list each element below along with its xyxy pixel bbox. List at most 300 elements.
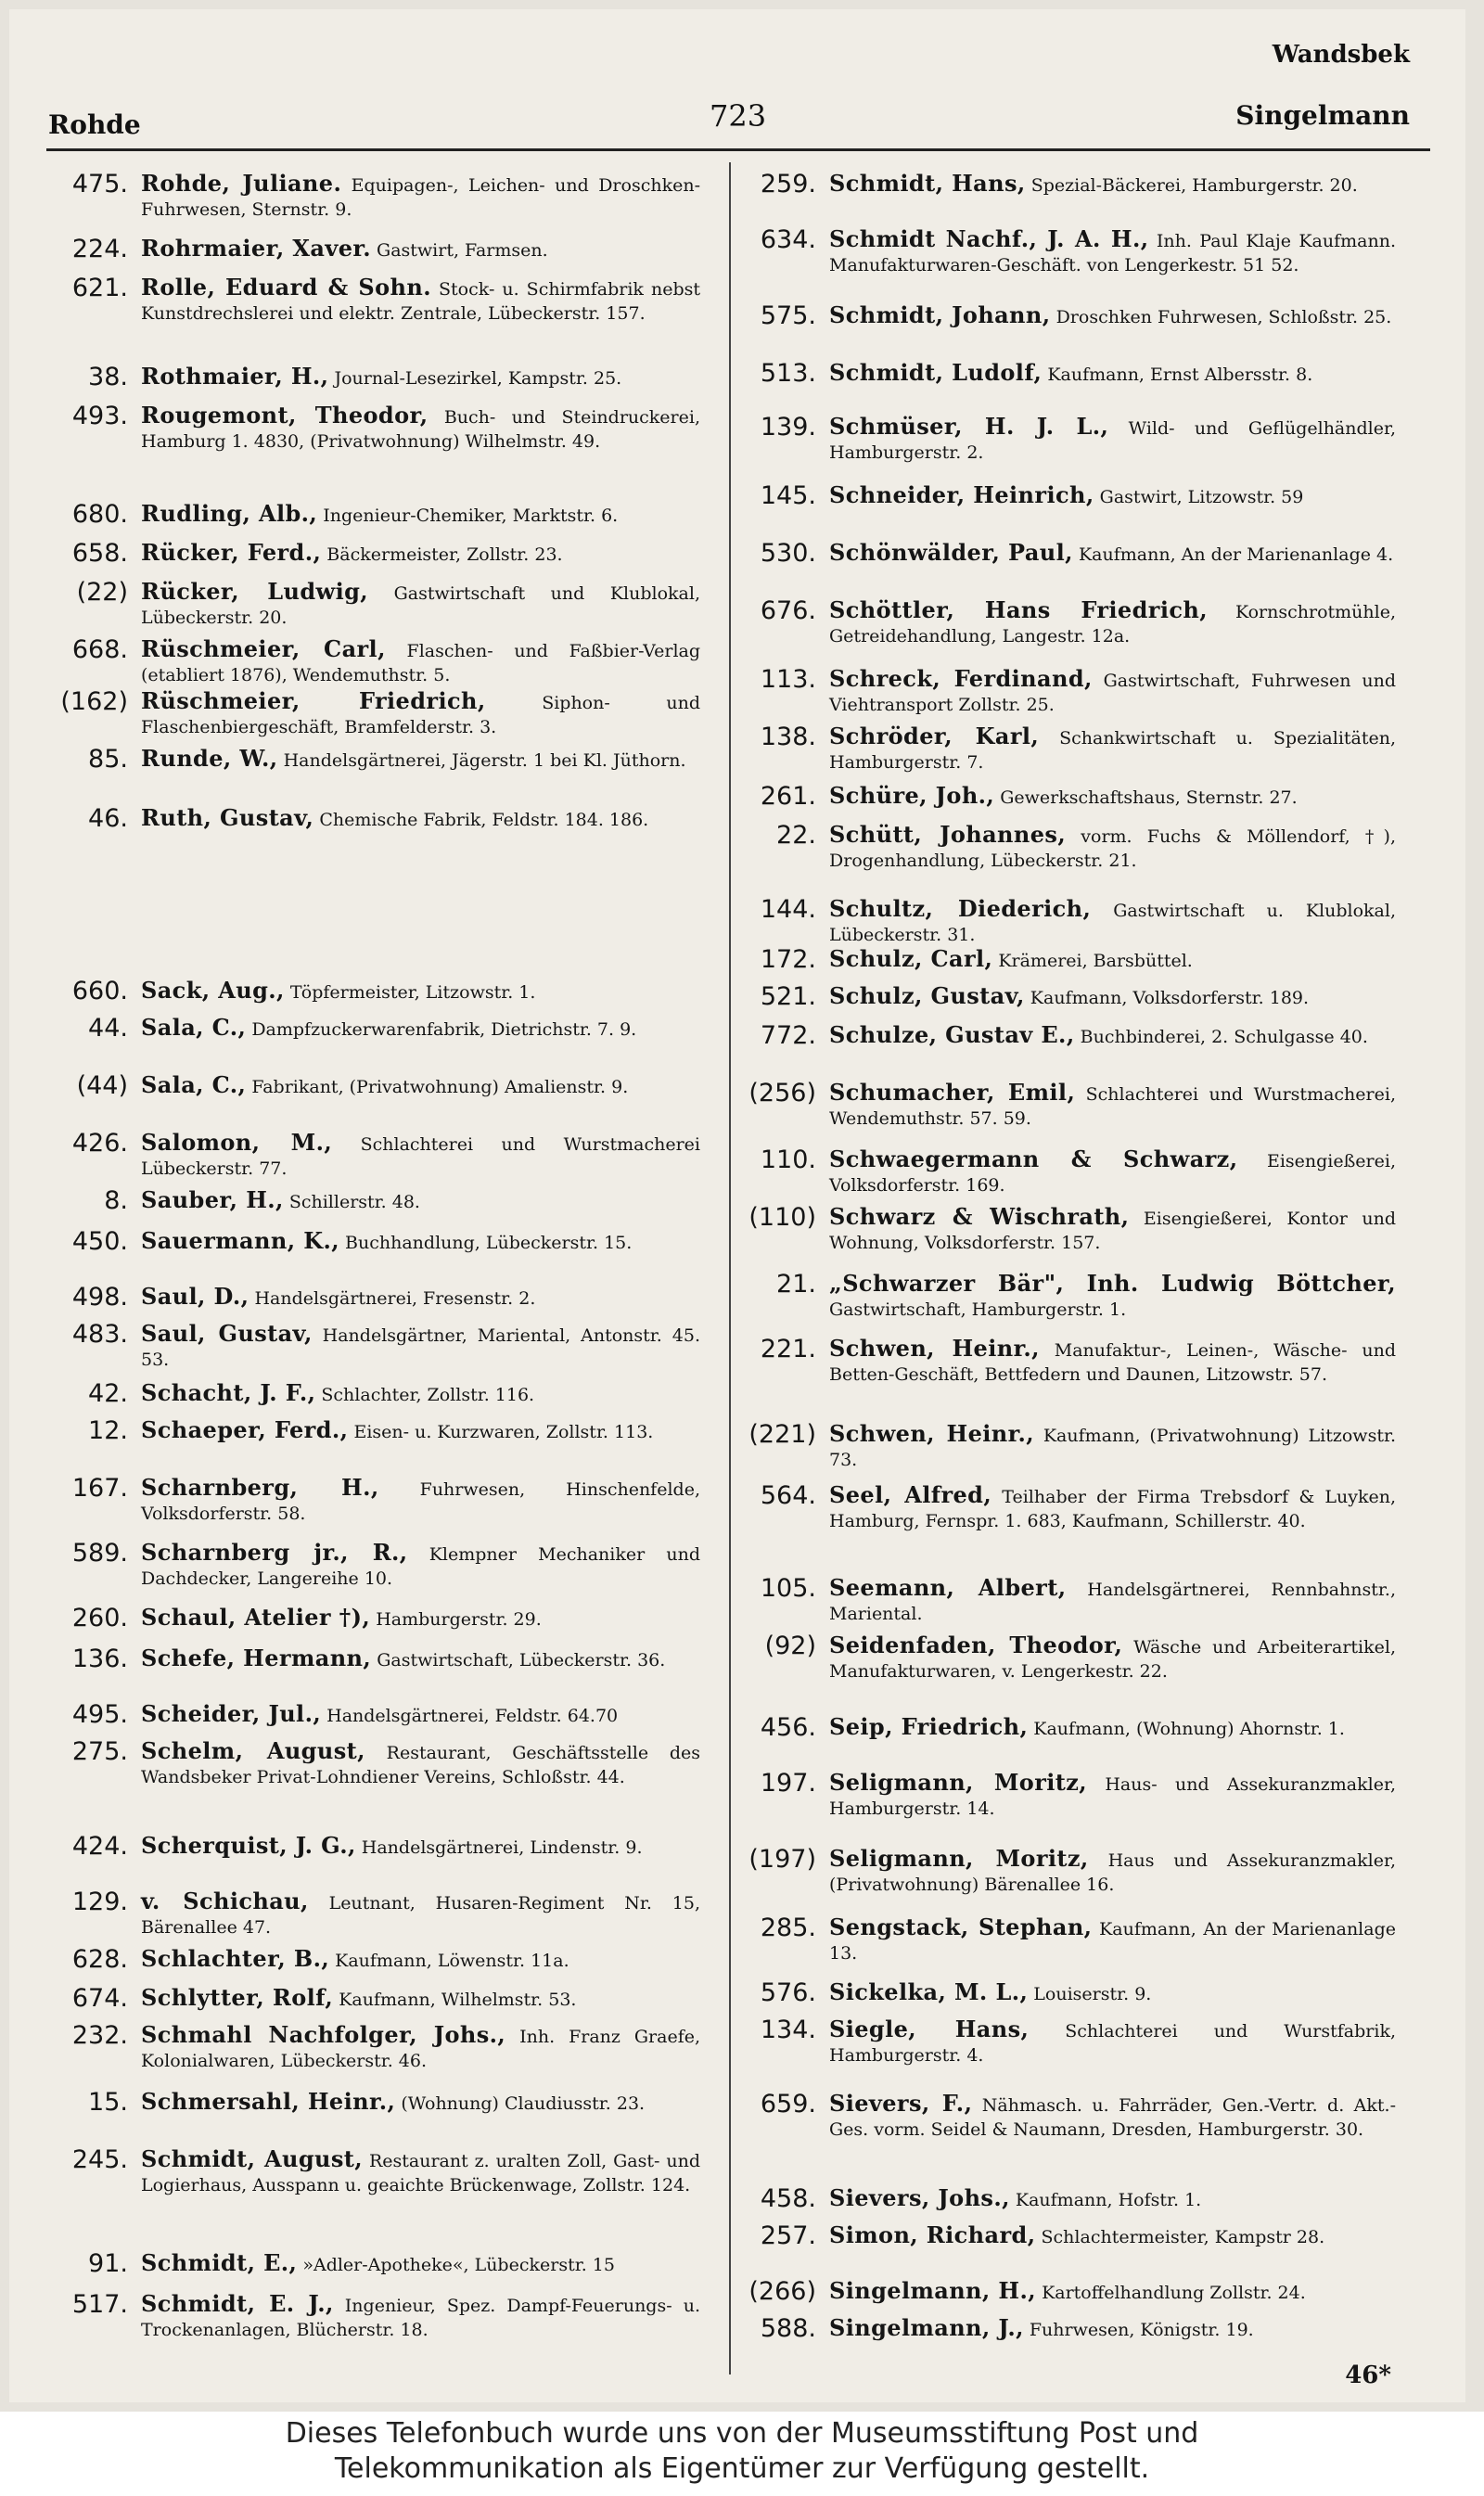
entry-text — [829, 412, 1396, 465]
directory-entry — [46, 2144, 700, 2197]
entry-number: 129. — [71, 1888, 128, 1916]
entry-description: Restaurant z. uralten Zoll, Gast- und Logierhaus, Ausspann u. geaichte Brückenwage, Zollstr. 124. — [141, 2151, 701, 2195]
entry-text — [829, 1419, 1396, 1472]
entry-number: 172. — [760, 945, 816, 974]
directory-entry — [742, 1978, 1396, 2009]
entry-number: (92) — [764, 1632, 816, 1660]
entry-text — [141, 169, 700, 222]
entry-number: 659. — [760, 2090, 816, 2118]
entry-number: 772. — [760, 1021, 816, 1050]
entry-description: Haus und Assekuranzmakler, (Privatwohnung) Bärenallee 16. — [829, 1850, 1397, 1895]
entry-number: 658. — [71, 539, 128, 568]
entry-description: Buchhandlung, Lübeckerstr. 15. — [345, 1233, 633, 1253]
entry-name: Seel, Alfred, — [829, 1481, 992, 1508]
entry-text — [141, 1013, 700, 1044]
entry-text — [829, 820, 1396, 873]
entry-number: 575. — [760, 301, 816, 330]
entry-number: 676. — [760, 596, 816, 625]
entry-number: 46. — [88, 804, 128, 833]
footer-line-1: Dieses Telefonbuch wurde uns von der Museumsstiftung Post und — [285, 2417, 1199, 2450]
entry-number: 275. — [71, 1737, 128, 1766]
directory-entry — [46, 1699, 700, 1731]
entry-description: Handelsgärtnerei, Rennbahnstr., Mariental. — [829, 1580, 1396, 1624]
entry-name: Saul, Gustav, — [141, 1320, 313, 1347]
entry-name: Schmersahl, Heinr., — [141, 2088, 396, 2115]
entry-text — [829, 981, 1396, 1013]
entry-description: Droschken Fuhrwesen, Schloßstr. 25. — [1055, 307, 1392, 327]
directory-entry — [742, 1020, 1396, 1052]
entry-text — [829, 1020, 1396, 1052]
entry-text — [829, 1844, 1396, 1897]
entry-text — [141, 1070, 700, 1102]
directory-entry — [46, 577, 700, 630]
entry-text — [829, 1145, 1396, 1197]
directory-entry — [46, 1226, 700, 1258]
directory-entry — [46, 1070, 700, 1102]
entry-number: 493. — [71, 402, 128, 430]
entry-description: Gastwirtschaft, Fuhrwesen und Viehtransport Zollstr. 25. — [829, 671, 1396, 715]
entry-number: 232. — [71, 2021, 128, 2050]
entry-text — [141, 803, 700, 835]
entry-name: Rohrmaier, Xaver. — [141, 235, 371, 262]
entry-text — [829, 169, 1396, 200]
entry-description: Wild- und Geflügelhändler, Hamburgerstr. 2. — [829, 418, 1397, 463]
directory-entry — [742, 480, 1396, 512]
directory-entry — [46, 634, 700, 687]
entry-description: Fuhrwesen, Königstr. 19. — [1029, 2320, 1254, 2340]
entry-description: Inh. Paul Klaje Kaufmann. Manufakturwaren-Geschäft. von Lengerkestr. 51 52. — [829, 231, 1397, 275]
entry-description: Schlachterei und Wurstmacherei, Wendemuthstr. 57. 59. — [829, 1084, 1396, 1129]
entry-name: Schöttler, Hans Friedrich, — [829, 596, 1208, 623]
entry-number: 12. — [88, 1416, 128, 1445]
entry-description: Kaufmann, (Privatwohnung) Litzowstr. 73. — [829, 1426, 1396, 1470]
directory-page — [9, 9, 1465, 2402]
entry-number: (44) — [76, 1071, 128, 1100]
entry-name: Singelmann, J., — [829, 2314, 1024, 2341]
entry-text — [829, 1480, 1396, 1533]
entry-name: Schulze, Gustav E., — [829, 1021, 1075, 1048]
directory-entry — [742, 1202, 1396, 1255]
directory-entry — [742, 1913, 1396, 1965]
directory-entry — [46, 1538, 700, 1591]
directory-entry — [742, 722, 1396, 774]
entry-text — [141, 1603, 700, 1634]
directory-entry — [742, 538, 1396, 570]
directory-entry — [742, 2089, 1396, 2142]
entry-number: 257. — [760, 2221, 816, 2250]
entry-number: 285. — [760, 1914, 816, 1942]
entry-description: Handelsgärtnerei, Lindenstr. 9. — [361, 1837, 643, 1858]
entry-name: Schacht, J. F., — [141, 1379, 316, 1406]
entry-number: 221. — [760, 1335, 816, 1363]
entry-text — [829, 1202, 1396, 1255]
directory-entry — [46, 1944, 700, 1976]
entry-text — [141, 2087, 700, 2118]
entry-text — [829, 2089, 1396, 2142]
entry-number: 136. — [71, 1645, 128, 1673]
entry-description: Kartoffelhandlung Zollstr. 24. — [1042, 2283, 1306, 2303]
directory-entry — [742, 1078, 1396, 1131]
entry-description: Nähmasch. u. Fahrräder, Gen.-Vertr. d. Akt.-Ges. vorm. Seidel & Naumann, Dresden, Hamburgerstr. 30. — [829, 2095, 1397, 2140]
directory-entry — [46, 1603, 700, 1634]
entry-number: 621. — [71, 274, 128, 302]
entry-text — [141, 1944, 700, 1976]
entry-text — [141, 362, 700, 393]
entry-name: Schwarz & Wischrath, — [829, 1203, 1130, 1230]
entry-text — [141, 1736, 700, 1789]
directory-entry — [742, 1768, 1396, 1821]
header-left-name: Rohde — [48, 109, 141, 140]
entry-name: Rougemont, Theodor, — [141, 402, 429, 429]
entry-name: Seidenfaden, Theodor, — [829, 1632, 1123, 1658]
entry-description: Kaufmann, Hofstr. 1. — [1015, 2190, 1202, 2210]
entry-description: Handelsgärtnerei, Feldstr. 64.70 — [326, 1706, 619, 1726]
entry-name: Schneider, Heinrich, — [829, 481, 1094, 508]
entry-name: Saul, D., — [141, 1283, 249, 1310]
entry-number: 113. — [760, 665, 816, 694]
entry-name: Sack, Aug., — [141, 977, 285, 1004]
entry-text — [829, 1269, 1396, 1322]
entry-description: Fabrikant, (Privatwohnung) Amalienstr. 9. — [251, 1077, 629, 1097]
entry-name: Schlachter, B., — [141, 1945, 330, 1972]
entry-text — [829, 944, 1396, 976]
entry-text — [829, 2183, 1396, 2215]
entry-number: 42. — [88, 1379, 128, 1408]
directory-entry — [742, 981, 1396, 1013]
directory-entry — [742, 664, 1396, 717]
entry-description: Schlachterei und Wurstmacherei Lübeckerstr. 77. — [141, 1134, 700, 1179]
directory-entry — [46, 1831, 700, 1862]
footer-note — [0, 2412, 1484, 2496]
directory-entry — [742, 781, 1396, 813]
entry-description: Handelsgärtnerei, Jägerstr. 1 bei Kl. Jüthorn. — [283, 750, 686, 771]
entry-description: Wäsche und Arbeiterartikel, Manufakturwaren, v. Lengerkestr. 22. — [829, 1637, 1396, 1682]
entry-text — [141, 1226, 700, 1258]
entry-name: Seemann, Albert, — [829, 1574, 1067, 1601]
entry-text — [141, 401, 700, 454]
entry-text — [141, 577, 700, 630]
entry-text — [141, 2144, 700, 2197]
entry-number: (197) — [748, 1845, 816, 1874]
entry-name: Sickelka, M. L., — [829, 1978, 1029, 2005]
entry-description: Restaurant, Geschäftsstelle des Wandsbeker Privat-Lohndiener Vereins, Schloßstr. 44. — [141, 1743, 700, 1787]
directory-entry — [46, 1415, 700, 1447]
entry-number: 261. — [760, 782, 816, 811]
entry-number: 138. — [760, 723, 816, 751]
entry-number: (110) — [748, 1203, 816, 1232]
entry-number: 588. — [760, 2314, 816, 2343]
entry-number: 450. — [71, 1227, 128, 1256]
entry-text — [829, 1913, 1396, 1965]
entry-number: 668. — [71, 635, 128, 664]
entry-name: Scherquist, J. G., — [141, 1832, 356, 1859]
entry-name: Rolle, Eduard & Sohn. — [141, 274, 431, 301]
page-number: 723 — [710, 98, 767, 134]
directory-entry — [46, 2020, 700, 2073]
directory-entry — [46, 976, 700, 1007]
directory-entry — [742, 1480, 1396, 1533]
entry-text — [829, 224, 1396, 277]
entry-number: 85. — [88, 745, 128, 774]
entry-name: Schlytter, Rolf, — [141, 1984, 334, 2011]
entry-number: 245. — [71, 2145, 128, 2174]
entry-number: 110. — [760, 1146, 816, 1174]
entry-number: 144. — [760, 895, 816, 924]
entry-text — [829, 301, 1396, 332]
entry-name: Schmidt, Ludolf, — [829, 359, 1043, 386]
entry-number: 498. — [71, 1283, 128, 1312]
entry-text — [829, 595, 1396, 648]
entry-description: Eisengießerei, Kontor und Wohnung, Volksdorferstr. 157. — [829, 1209, 1396, 1253]
entry-name: Salomon, M., — [141, 1129, 333, 1156]
entry-description: Gewerkschaftshaus, Sternstr. 27. — [1000, 787, 1298, 808]
entry-text — [141, 499, 700, 531]
entry-number: (162) — [60, 687, 128, 716]
directory-entry — [742, 2221, 1396, 2252]
entry-description: Bäckermeister, Zollstr. 23. — [326, 544, 563, 565]
entry-text — [141, 1538, 700, 1591]
entry-number: 458. — [760, 2184, 816, 2213]
entry-name: Schwen, Heinr., — [829, 1335, 1040, 1362]
entry-name: Schmidt, August, — [141, 2145, 364, 2172]
entry-description: Kaufmann, An der Marienanlage 13. — [829, 1919, 1396, 1964]
entry-text — [829, 2221, 1396, 2252]
directory-entry — [742, 2276, 1396, 2308]
entry-name: „Schwarzer Bär", Inh. Ludwig Böttcher, — [829, 1270, 1396, 1297]
directory-entry — [742, 169, 1396, 200]
entry-name: Schumacher, Emil, — [829, 1079, 1076, 1106]
column-divider — [729, 162, 731, 2374]
directory-entry — [46, 401, 700, 454]
entry-name: v. Schichau, — [141, 1888, 309, 1914]
entry-description: Louiserstr. 9. — [1033, 1984, 1152, 2004]
directory-entry — [742, 301, 1396, 332]
entry-text — [829, 1334, 1396, 1387]
entry-description: Teilhaber der Firma Trebsdorf & Luyken, Hamburg, Fernspr. 1. 683, Kaufmann, Schillerstr. 40. — [829, 1487, 1397, 1531]
entry-number: (266) — [748, 2277, 816, 2306]
entry-description: Stock- u. Schirmfabrik nebst Kunstdrechslerei und elektr. Zentrale, Lübeckerstr. 157. — [141, 279, 700, 324]
entry-number: 224. — [71, 235, 128, 263]
entry-name: Schmüser, H. J. L., — [829, 413, 1109, 440]
directory-entry — [46, 1736, 700, 1789]
entry-text — [829, 1631, 1396, 1683]
entry-description: Kaufmann, Volksdorferstr. 189. — [1030, 988, 1310, 1008]
entry-number: 660. — [71, 977, 128, 1005]
entry-text — [141, 1644, 700, 1675]
entry-description: Spezial-Bäckerei, Hamburgerstr. 20. — [1030, 175, 1358, 196]
entry-text — [829, 781, 1396, 813]
entry-name: Schmidt, E. J., — [141, 2290, 334, 2317]
entry-text — [141, 1319, 700, 1372]
entry-description: Gastwirtschaft und Klublokal, Lübeckerstr. 20. — [141, 583, 700, 628]
entry-name: Schaeper, Ferd., — [141, 1416, 349, 1443]
entry-number: 564. — [760, 1481, 816, 1510]
entry-description: Siphon- und Flaschenbiergeschäft, Bramfelderstr. 3. — [141, 693, 700, 737]
entry-number: 495. — [71, 1700, 128, 1729]
entry-text — [829, 480, 1396, 512]
directory-entry — [742, 894, 1396, 947]
entry-text — [829, 722, 1396, 774]
directory-entry — [46, 2087, 700, 2118]
entry-text — [141, 686, 700, 739]
entry-description: Gastwirt, Litzowstr. 59 — [1099, 487, 1304, 507]
entry-description: Equipagen-, Leichen- und Droschken-Fuhrwesen, Sternstr. 9. — [141, 175, 700, 220]
entry-number: 517. — [71, 2290, 128, 2319]
entry-name: Schröder, Karl, — [829, 723, 1040, 749]
entry-number: (256) — [748, 1079, 816, 1107]
entry-name: Simon, Richard, — [829, 2221, 1036, 2248]
entry-description: Ingenieur, Spez. Dampf-Feuerungs- u. Trockenanlagen, Blücherstr. 18. — [141, 2296, 700, 2340]
entry-description: Krämerei, Barsbüttel. — [998, 951, 1193, 971]
entry-name: Seligmann, Moritz, — [829, 1845, 1089, 1872]
directory-entry — [46, 1887, 700, 1939]
entry-description: (Wohnung) Claudiusstr. 23. — [401, 2093, 646, 2114]
directory-entry — [742, 412, 1396, 465]
entry-text — [829, 538, 1396, 570]
entry-text — [141, 1983, 700, 2015]
entry-description: Manufaktur-, Leinen-, Wäsche- und Betten-Geschäft, Bettfedern und Daunen, Litzowstr. 57. — [829, 1340, 1397, 1385]
entry-number: 513. — [760, 359, 816, 388]
entry-number: 15. — [88, 2088, 128, 2117]
directory-entry — [742, 944, 1396, 976]
entry-description: Buchbinderei, 2. Schulgasse 40. — [1080, 1027, 1368, 1047]
directory-entry — [46, 1473, 700, 1526]
entry-text — [829, 1712, 1396, 1744]
entry-number: 91. — [88, 2249, 128, 2278]
entry-text — [829, 1573, 1396, 1626]
entry-name: Sala, C., — [141, 1014, 247, 1041]
entry-description: Buch- und Steindruckerei, Hamburg 1. 4830, (Privatwohnung) Wilhelmstr. 49. — [141, 407, 700, 452]
entry-description: Schlachtermeister, Kampstr 28. — [1041, 2227, 1325, 2247]
directory-entry — [742, 1631, 1396, 1683]
entry-name: Schönwälder, Paul, — [829, 539, 1073, 566]
entry-description: Fuhrwesen, Hinschenfelde, Volksdorferstr. 58. — [141, 1479, 700, 1524]
directory-entry — [46, 234, 700, 265]
entry-number: 260. — [71, 1604, 128, 1632]
directory-entry — [46, 499, 700, 531]
entry-description: vorm. Fuchs & Möllendorf, †), Drogenhandlung, Lübeckerstr. 21. — [829, 826, 1396, 871]
entry-text — [829, 358, 1396, 390]
entry-text — [829, 2015, 1396, 2067]
entry-description: Handelsgärtnerei, Fresenstr. 2. — [254, 1288, 536, 1309]
entry-number: 674. — [71, 1984, 128, 2013]
entry-description: Schlachter, Zollstr. 116. — [321, 1385, 535, 1405]
entry-number: 22. — [776, 821, 816, 850]
entry-text — [141, 1378, 700, 1410]
entry-text — [829, 2313, 1396, 2345]
entry-name: Singelmann, H., — [829, 2277, 1037, 2304]
entry-text — [141, 2020, 700, 2073]
entry-text — [141, 1473, 700, 1526]
entry-description: Eisen- u. Kurzwaren, Zollstr. 113. — [353, 1422, 654, 1442]
entry-number: 424. — [71, 1832, 128, 1861]
directory-entry — [46, 686, 700, 739]
directory-entry — [46, 538, 700, 570]
entry-description: Gastwirtschaft u. Klublokal, Lübeckerstr. 31. — [829, 901, 1396, 945]
entry-text — [829, 1768, 1396, 1821]
directory-entry — [46, 803, 700, 835]
entry-name: Runde, W., — [141, 745, 278, 772]
entry-number: 8. — [104, 1186, 128, 1215]
entry-text — [141, 1128, 700, 1181]
entry-description: Leutnant, Husaren-Regiment Nr. 15, Bärenallee 47. — [141, 1893, 700, 1938]
entry-description: Inh. Franz Graefe, Kolonialwaren, Lübeckerstr. 46. — [141, 2027, 701, 2071]
directory-entry — [742, 224, 1396, 277]
entry-text — [141, 1282, 700, 1313]
entry-number: 197. — [760, 1769, 816, 1798]
header-place: Wandsbek — [1272, 41, 1410, 69]
directory-entry — [46, 2248, 700, 2280]
directory-entry — [46, 1644, 700, 1675]
directory-entry — [742, 2183, 1396, 2215]
entry-name: Schelm, August, — [141, 1737, 365, 1764]
entry-name: Rüschmeier, Friedrich, — [141, 687, 486, 714]
entry-number: 38. — [88, 363, 128, 391]
entry-description: Haus- und Assekuranzmakler, Hamburgerstr. 14. — [829, 1774, 1396, 1819]
directory-entry — [742, 2313, 1396, 2345]
footer-line-2: Telekommunikation als Eigentümer zur Verfügung gestellt. — [334, 2452, 1150, 2485]
entry-name: Schaul, Atelier †), — [141, 1604, 371, 1631]
directory-entry — [742, 1844, 1396, 1897]
entry-number: 426. — [71, 1129, 128, 1158]
directory-entry — [46, 744, 700, 775]
directory-entry — [46, 1319, 700, 1372]
entry-name: Scharnberg, H., — [141, 1474, 379, 1501]
entry-name: Sengstack, Stephan, — [829, 1914, 1093, 1940]
entry-description: Kaufmann, An der Marienanlage 4. — [1078, 544, 1394, 565]
entry-number: 145. — [760, 481, 816, 510]
entry-text — [141, 538, 700, 570]
entry-name: Sievers, Johs., — [829, 2184, 1010, 2211]
entry-description: Schlachterei und Wurstfabrik, Hamburgerstr. 4. — [829, 2021, 1397, 2066]
directory-entry — [742, 2015, 1396, 2067]
entry-name: Sauber, H., — [141, 1186, 284, 1213]
entry-number: 139. — [760, 413, 816, 442]
entry-name: Schmahl Nachfolger, Johs., — [141, 2021, 506, 2048]
entry-description: Chemische Fabrik, Feldstr. 184. 186. — [319, 810, 649, 830]
entry-description: Gastwirtschaft, Hamburgerstr. 1. — [829, 1299, 1127, 1320]
page-note: 46* — [1345, 2362, 1391, 2389]
entry-name: Schreck, Ferdinand, — [829, 665, 1093, 692]
directory-entry — [46, 2289, 700, 2342]
directory-entry — [742, 595, 1396, 648]
entry-description: Gastwirt, Farmsen. — [377, 240, 548, 261]
entry-description: Kaufmann, Ernst Albersstr. 8. — [1047, 365, 1313, 385]
directory-entry — [742, 1712, 1396, 1744]
entry-number: 259. — [760, 170, 816, 198]
directory-entry — [46, 1013, 700, 1044]
entry-number: 576. — [760, 1978, 816, 2007]
entry-description: Ingenieur-Chemiker, Marktstr. 6. — [323, 506, 619, 526]
entry-description: Kornschrotmühle, Getreidehandlung, Langestr. 12a. — [829, 602, 1397, 646]
entry-description: Kaufmann, (Wohnung) Ahornstr. 1. — [1033, 1719, 1345, 1739]
entry-name: Scharnberg jr., R., — [141, 1539, 408, 1566]
entry-name: Schwaegermann & Schwarz, — [829, 1146, 1238, 1172]
entry-text — [141, 2289, 700, 2342]
entry-name: Sievers, F., — [829, 2090, 973, 2117]
entry-name: Schmidt Nachf., J. A. H., — [829, 225, 1149, 252]
entry-name: Schulz, Gustav, — [829, 982, 1025, 1009]
entry-text — [829, 664, 1396, 717]
entry-description: Kaufmann, Löwenstr. 11a. — [335, 1951, 569, 1971]
entry-number: 475. — [71, 170, 128, 198]
entry-name: Schütt, Johannes, — [829, 821, 1067, 848]
entry-number: 634. — [760, 225, 816, 254]
entry-number: 134. — [760, 2016, 816, 2044]
entry-number: 530. — [760, 539, 816, 568]
entry-description: Schillerstr. 48. — [288, 1192, 420, 1212]
entry-description: Dampfzuckerwarenfabrik, Dietrichstr. 7. 9. — [251, 1019, 637, 1040]
